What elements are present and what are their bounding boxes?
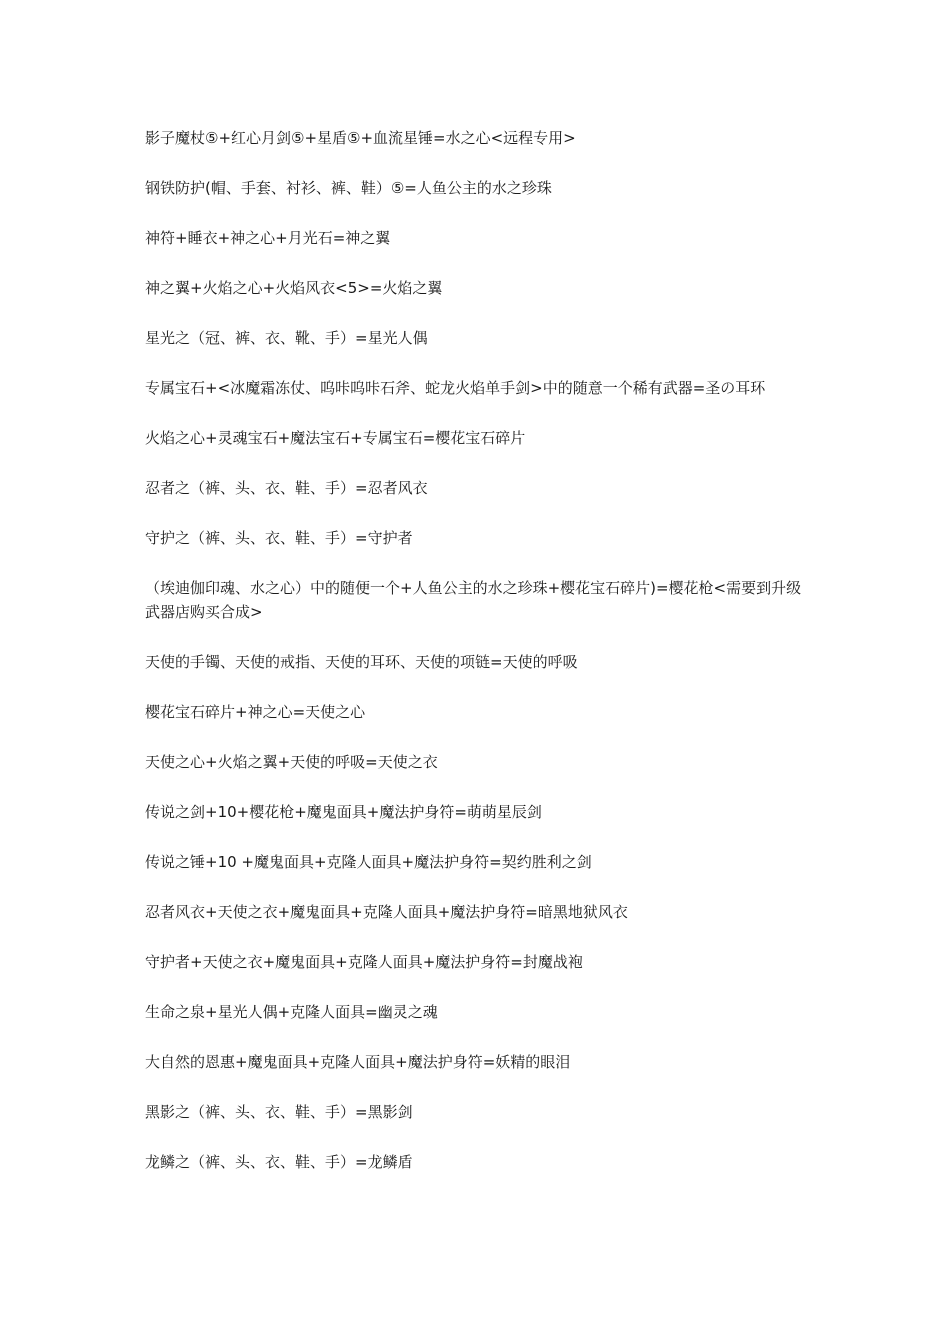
recipe-line: 守护者+天使之衣+魔鬼面具+克隆人面具+魔法护身符=封魔战袍	[145, 953, 583, 971]
recipe-line: 黑影之（裤、头、衣、鞋、手）=黑影剑	[145, 1103, 413, 1121]
recipe-line: 守护之（裤、头、衣、鞋、手）=守护者	[145, 529, 413, 547]
recipe-line: 星光之（冠、裤、衣、靴、手）=星光人偶	[145, 329, 428, 347]
recipe-line: （埃迪伽印魂、水之心）中的随便一个+人鱼公主的水之珍珠+樱花宝石碎片)=樱花枪<需要到升级武器店购买合成>	[145, 579, 802, 621]
recipe-line: 专属宝石+<冰魔霜冻仗、呜咔呜咔石斧、蛇龙火焰单手剑>中的随意一个稀有武器=圣の耳环	[145, 379, 766, 397]
recipe-line: 忍者风衣+天使之衣+魔鬼面具+克隆人面具+魔法护身符=暗黑地狱风衣	[145, 903, 628, 921]
recipe-line: 樱花宝石碎片+神之心=天使之心	[145, 703, 366, 721]
recipe-line: 龙鳞之（裤、头、衣、鞋、手）=龙鳞盾	[145, 1153, 413, 1171]
recipe-line: 传说之锤+10 +魔鬼面具+克隆人面具+魔法护身符=契约胜利之剑	[145, 853, 592, 871]
recipe-line: 传说之剑+10+樱花枪+魔鬼面具+魔法护身符=萌萌星辰剑	[145, 803, 542, 821]
recipe-line: 忍者之（裤、头、衣、鞋、手）=忍者风衣	[145, 479, 428, 497]
recipe-line: 火焰之心+灵魂宝石+魔法宝石+专属宝石=樱花宝石碎片	[145, 429, 526, 447]
document-body	[145, 126, 813, 1200]
recipe-line: 神符+睡衣+神之心+月光石=神之翼	[145, 229, 391, 247]
recipe-line: 大自然的恩惠+魔鬼面具+克隆人面具+魔法护身符=妖精的眼泪	[145, 1053, 571, 1071]
recipe-line: 神之翼+火焰之心+火焰风衣<5>=火焰之翼	[145, 279, 443, 297]
recipe-line: 钢铁防护(帽、手套、衬衫、裤、鞋）⑤=人鱼公主的水之珍珠	[145, 179, 552, 197]
recipe-line: 天使之心+火焰之翼+天使的呼吸=天使之衣	[145, 753, 438, 771]
recipe-line: 天使的手镯、天使的戒指、天使的耳环、天使的项链=天使的呼吸	[145, 653, 578, 671]
recipe-line: 生命之泉+星光人偶+克隆人面具=幽灵之魂	[145, 1003, 438, 1021]
recipe-line: 影子魔杖⑤+红心月剑⑤+星盾⑤+血流星锤=水之心<远程专用>	[145, 129, 576, 147]
